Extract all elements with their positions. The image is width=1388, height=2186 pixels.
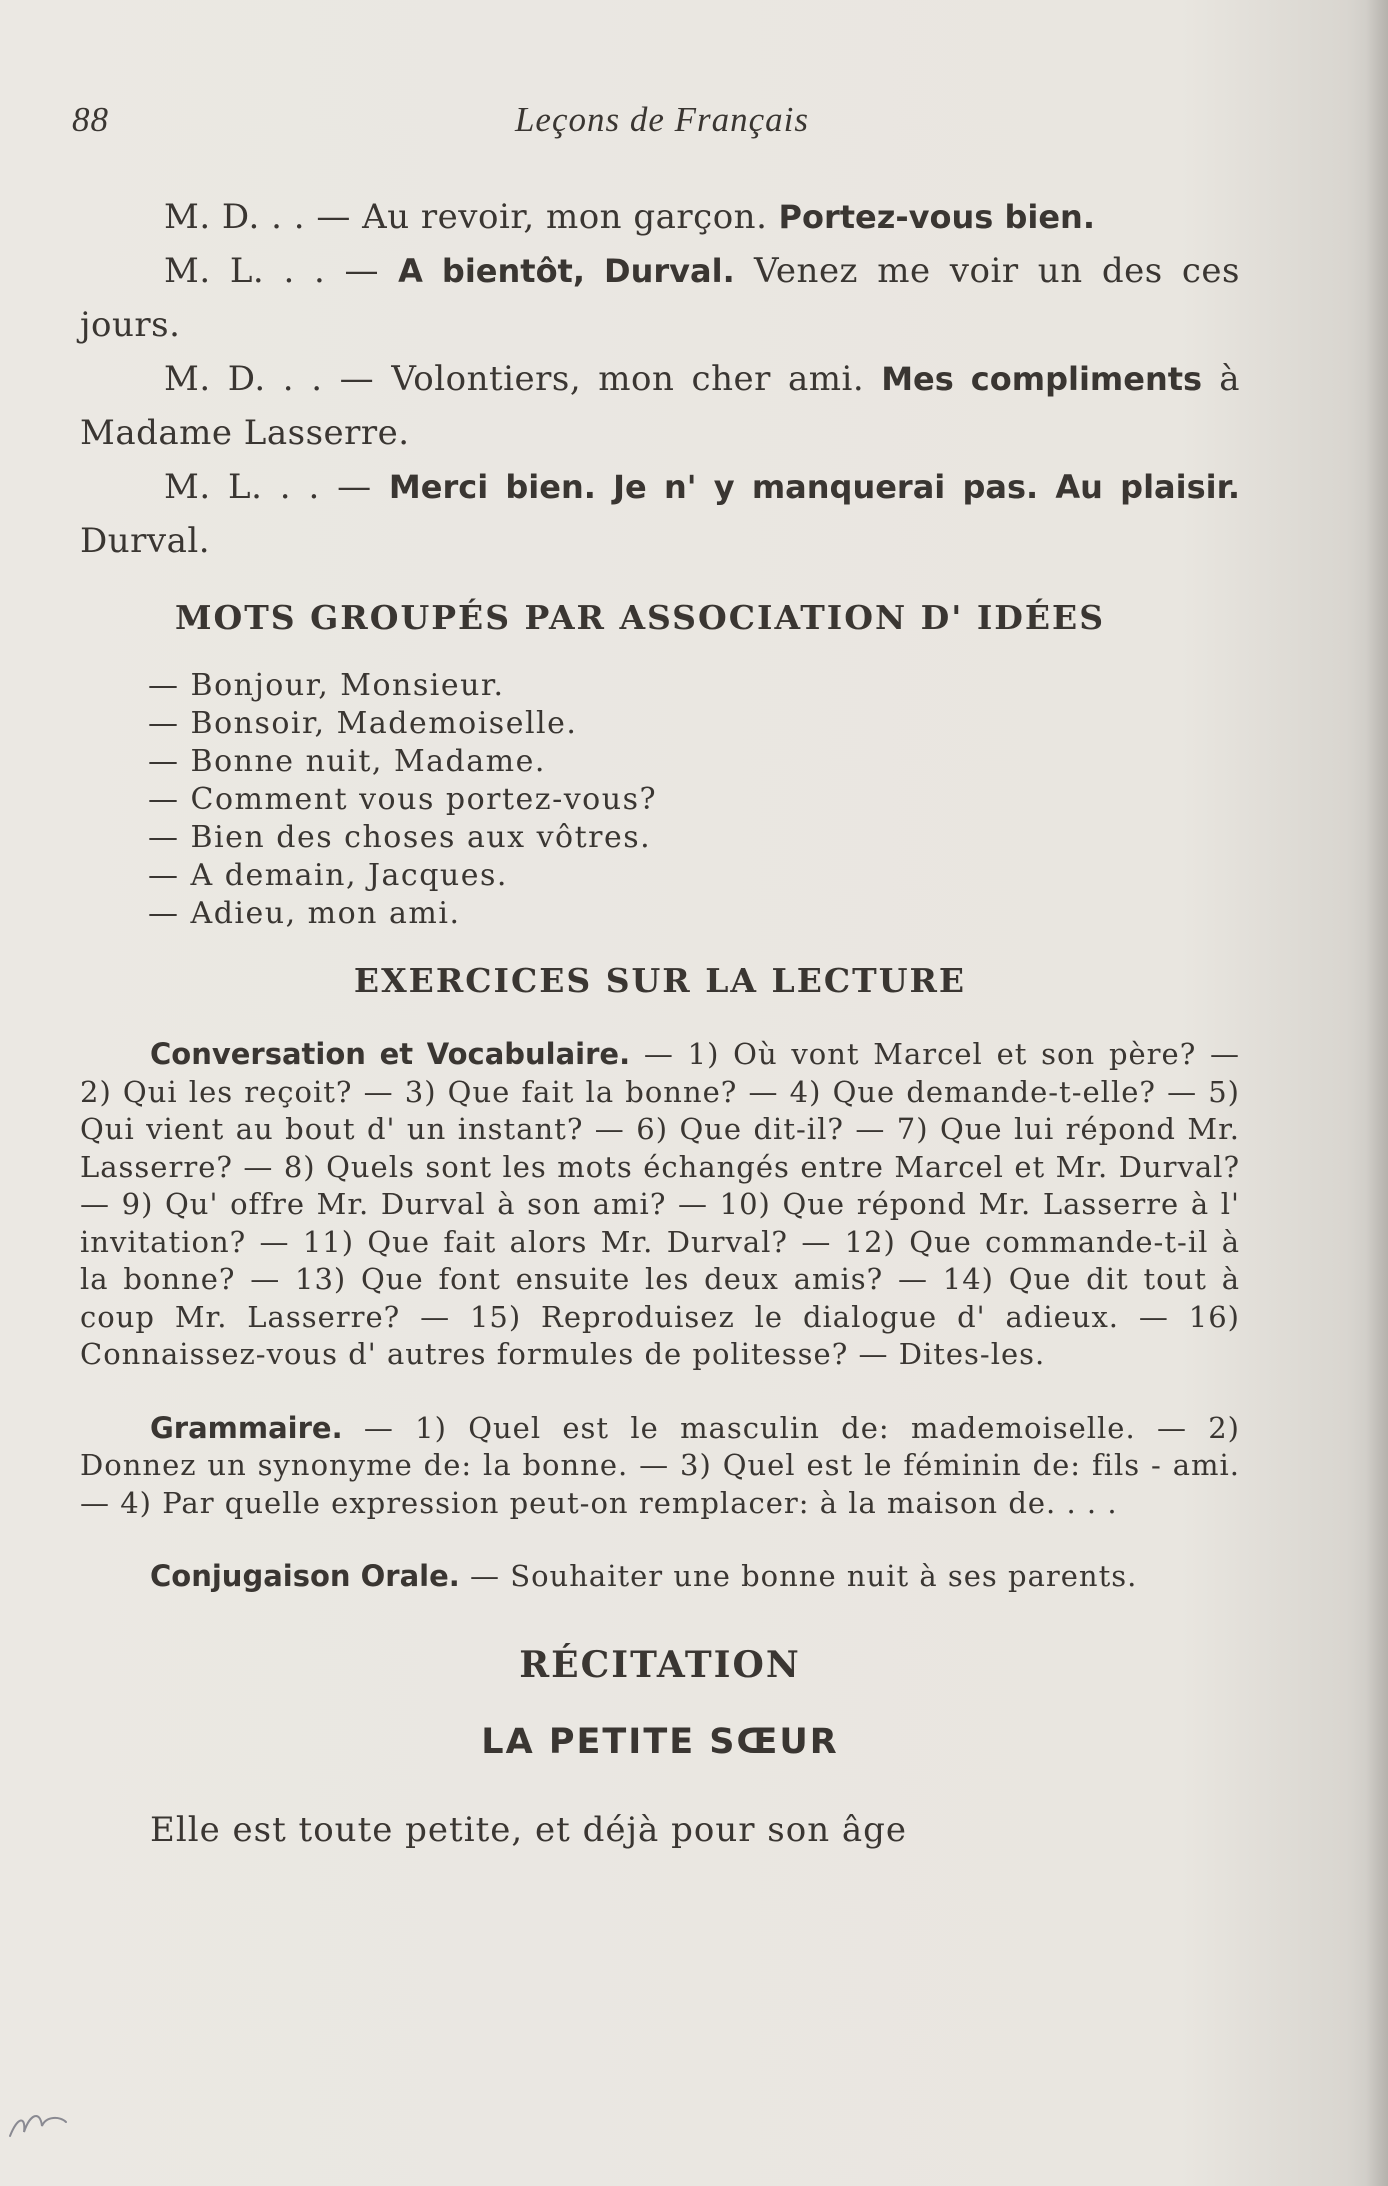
grammar-label: Grammaire. bbox=[150, 1410, 343, 1445]
dialogue-text-rest: à Madame Lasserre. bbox=[80, 359, 1241, 453]
phrase-list bbox=[148, 667, 1240, 933]
poem-title: LA PETITE SŒUR bbox=[481, 1721, 839, 1762]
speaker: M. L. . . — bbox=[164, 467, 372, 507]
dialogue-text: Au revoir, mon garçon. bbox=[350, 197, 768, 237]
grammar-paragraph bbox=[80, 1410, 1240, 1523]
page-header bbox=[72, 100, 1252, 150]
list-item: — Bien des choses aux vôtres. bbox=[148, 820, 652, 855]
list-item: — Bonne nuit, Madame. bbox=[148, 744, 546, 779]
dialogue-bold: Mes compliments bbox=[864, 360, 1203, 398]
dialogue-bold: Portez-vous bien. bbox=[767, 198, 1095, 236]
speaker: M. D. . . — bbox=[164, 359, 375, 399]
list-item: — Bonsoir, Mademoiselle. bbox=[148, 706, 578, 741]
list-item: — Comment vous portez-vous? bbox=[148, 782, 658, 817]
speaker: M. D. . . — bbox=[164, 197, 351, 237]
dialogue-line bbox=[80, 190, 1240, 244]
section-title-exercices: EXERCICES SUR LA LECTURE bbox=[353, 961, 967, 1000]
conversation-paragraph bbox=[80, 1036, 1240, 1374]
dialogue-line bbox=[80, 352, 1240, 460]
speaker: M. L. . . — bbox=[164, 251, 380, 291]
list-item: — A demain, Jacques. bbox=[148, 858, 508, 893]
conjugation-label: Conjugaison Orale. bbox=[150, 1559, 460, 1593]
conversation-text: — 1) Où vont Marcel et son père? — 2) Qui les reçoit? — 3) Que fait la bonne? — 4) Que demande-t-elle? — 5) Qui vient au bout d' un instant? — 6) Que dit-il? — 7) Que lui répond Mr. Lasserre? — 8) Quels sont les mots échangés entre Marcel et Mr. Durval? — 9) Qu' offre Mr. Durval à son ami? — 10) Que répond Mr. Lasserre à l' invitation? — 11) Que fait alors Mr. Durval? — 12) Que commande-t-il à la bonne? — 13) Que font ensuite les deux amis? — 14) Que dit tout à coup Mr. Lasserre? — 15) Reproduisez le dialogue d' adieux. — 16) Connaissez-vous d' autres formules de politesse? — Dites-les. bbox=[80, 1037, 1240, 1371]
dialogue-text-rest: Durval. bbox=[80, 521, 211, 561]
poem-first-line: Elle est toute petite, et déjà pour son âge bbox=[150, 1809, 908, 1850]
grammar-text: — 1) Quel est le masculin de: mademoiselle. — 2) Donnez un synonyme de: la bonne. — 3) Quel est le féminin de: fils - ami. — 4) Par quelle expression peut-on remplacer: à la maison de. . . . bbox=[80, 1410, 1240, 1520]
dialogue-text: Volontiers, mon cher ami. bbox=[374, 359, 865, 399]
running-title: Leçons de Français bbox=[514, 100, 810, 139]
conjugation-paragraph bbox=[80, 1558, 1240, 1596]
list-item: — Bonjour, Monsieur. bbox=[148, 668, 505, 703]
dialogue-line bbox=[80, 460, 1240, 568]
page-number: 88 bbox=[72, 100, 109, 139]
recitation-heading: RÉCITATION bbox=[519, 1643, 801, 1686]
dialogue-line bbox=[80, 244, 1240, 352]
dialogue-bold: A bientôt, Durval. bbox=[379, 252, 735, 290]
pencil-mark-icon bbox=[4, 2086, 74, 2146]
dialogue-text: Venez me voir un des ces jours. bbox=[80, 251, 1240, 345]
section-title-mots: MOTS GROUPÉS PAR ASSOCIATION D' IDÉES bbox=[174, 598, 1106, 637]
list-item: — Adieu, mon ami. bbox=[148, 896, 461, 931]
page-content bbox=[80, 190, 1240, 1850]
page-edge-shadow bbox=[1366, 0, 1388, 2186]
dialogue-bold: Merci bien. Je n' y manquerai pas. Au plaisir. bbox=[371, 468, 1240, 506]
conversation-label: Conversation et Vocabulaire. bbox=[150, 1037, 631, 1071]
conjugation-text: — Souhaiter une bonne nuit à ses parents. bbox=[459, 1559, 1138, 1593]
